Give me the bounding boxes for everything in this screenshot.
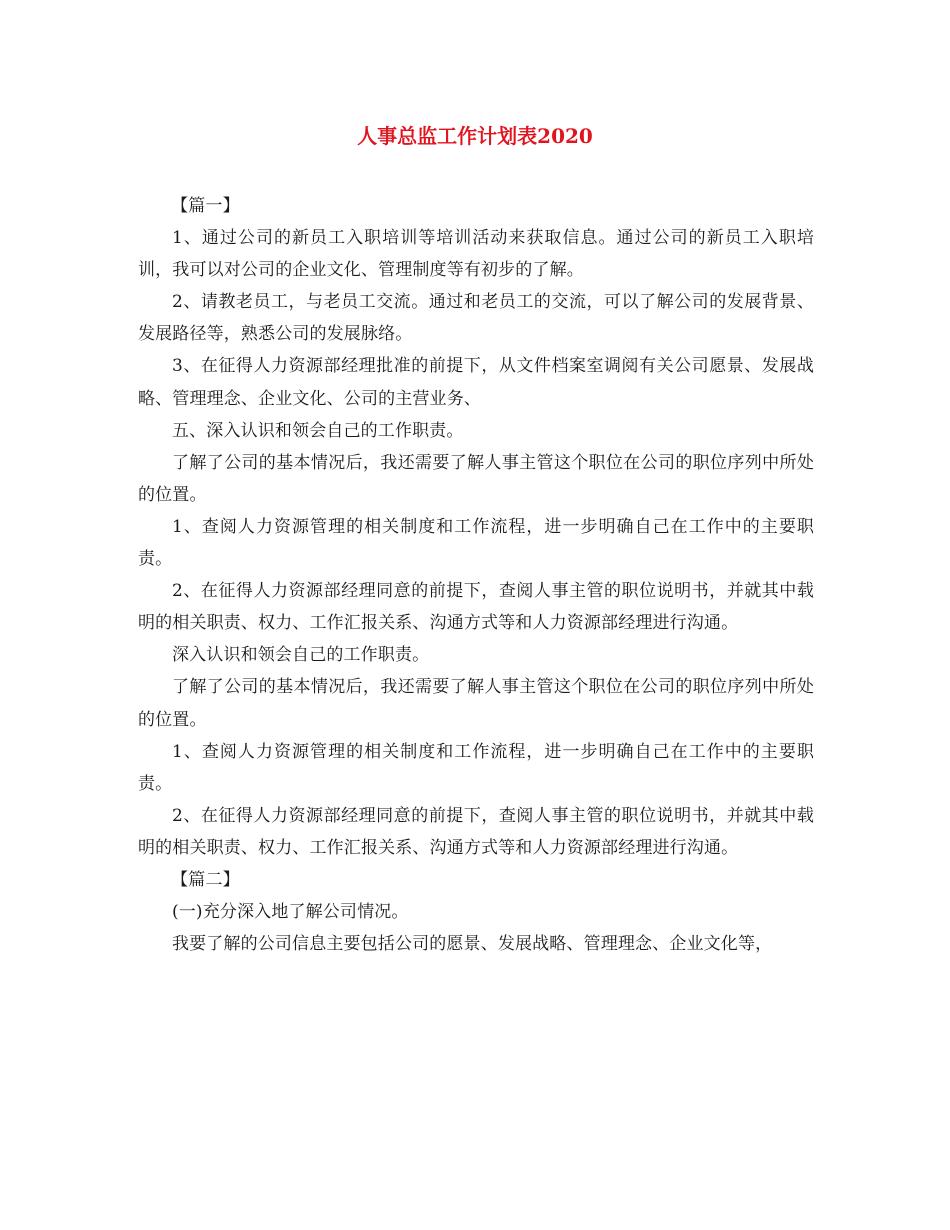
paragraph: 1、查阅人力资源管理的相关制度和工作流程，进一步明确自己在工作中的主要职责。 xyxy=(138,516,814,570)
paragraph: (一)充分深入地了解公司情况。 xyxy=(172,902,409,923)
paragraph: 2、请教老员工，与老员工交流。通过和老员工的交流，可以了解公司的发展背景、发展路径等，熟悉公司的发展脉络。 xyxy=(138,292,814,345)
paragraph: 1、通过公司的新员工入职培训等培训活动来获取信息。通过公司的新员工入职培训，我可以对公司的企业文化、管理制度等有初步的了解。 xyxy=(138,228,814,281)
paragraph: 我要了解的公司信息主要包括公司的愿景、发展战略、管理理念、企业文化等， xyxy=(172,934,773,955)
paragraph: 3、在征得人力资源部经理批准的前提下，从文件档案室调阅有关公司愿景、发展战略、管理理念、企业文化、公司的主营业务、 xyxy=(138,356,814,409)
paragraph: 五、深入认识和领会自己的工作职责。 xyxy=(172,420,464,441)
document-body xyxy=(138,190,814,960)
section-heading: 【篇二】 xyxy=(171,869,240,890)
section-heading: 【篇一】 xyxy=(171,196,240,216)
paragraph: 了解了公司的基本情况后，我还需要了解人事主管这个职位在公司的职位序列中所处的位置。 xyxy=(138,452,814,505)
paragraph: 深入认识和领会自己的工作职责。 xyxy=(172,645,430,666)
paragraph: 1、查阅人力资源管理的相关制度和工作流程，进一步明确自己在工作中的主要职责。 xyxy=(138,741,814,794)
document-title: 人事总监工作计划表2020 xyxy=(357,124,593,148)
paragraph: 2、在征得人力资源部经理同意的前提下，查阅人事主管的职位说明书，并就其中载明的相关职责、权力、工作汇报关系、沟通方式等和人力资源部经理进行沟通。 xyxy=(138,581,814,634)
paragraph: 了解了公司的基本情况后，我还需要了解人事主管这个职位在公司的职位序列中所处的位置。 xyxy=(138,677,814,730)
paragraph: 2、在征得人力资源部经理同意的前提下，查阅人事主管的职位说明书，并就其中载明的相关职责、权力、工作汇报关系、沟通方式等和人力资源部经理进行沟通。 xyxy=(138,805,814,858)
